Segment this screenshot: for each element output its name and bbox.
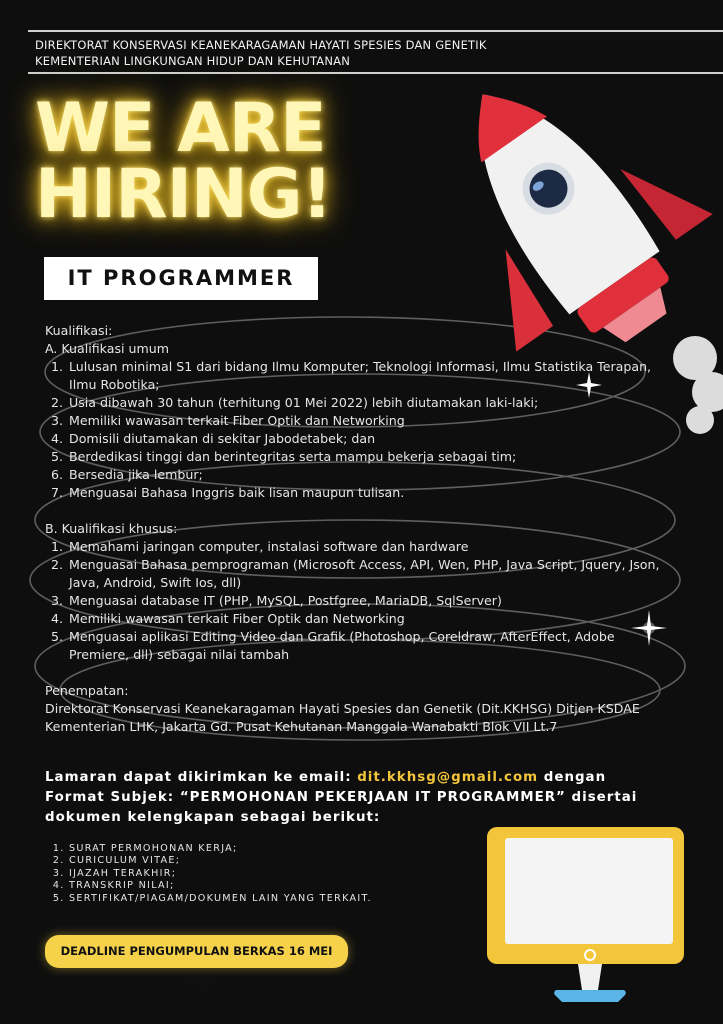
list-item: 2. CURICULUM VITAE;	[69, 855, 372, 867]
application-instructions	[45, 768, 665, 828]
list-item: 4. TRANSKRIP NILAI;	[69, 880, 372, 892]
special-qualifications-list	[45, 538, 665, 664]
list-item: 4. Memiliki wawasan terkait Fiber Optik dan Networking	[67, 610, 665, 628]
documents-list	[45, 843, 372, 905]
position-title: IT PROGRAMMER	[44, 257, 318, 300]
application-text-end: dengan Format Subjek: “PERMOHONAN PEKERJAAN IT PROGRAMMER” disertai dokumen kelengkapan sebagai berikut:	[45, 770, 638, 825]
application-text-start: Lamaran dapat dikirimkan ke email:	[45, 770, 358, 785]
headline-line-2: HIRING!	[35, 155, 332, 234]
placement-line-1: Direktorat Konservasi Keanekaragaman Hayati Spesies dan Genetik (Dit.KKHSG) Ditjen KSDAE	[45, 701, 640, 716]
hiring-headline	[35, 89, 332, 234]
list-item: 3. Menguasai database IT (PHP, MySQL, Postfgree, MariaDB, SqlServer)	[67, 592, 665, 610]
top-rule	[28, 30, 723, 32]
headline-line-1: WE ARE	[35, 89, 326, 168]
list-item: 4. Domisili diutamakan di sekitar Jabodetabek; dan	[67, 430, 665, 448]
list-item: 2. Menguasai Bahasa pemprograman (Microsoft Access, API, Wen, PHP, Java Script, Jquery, Json, Java, Android, Swift Ios, dll)	[67, 556, 665, 592]
list-item: 3. IJAZAH TERAKHIR;	[69, 868, 372, 880]
list-item: 2. Usia dibawah 30 tahun (terhitung 01 Mei 2022) lebih diutamakan laki-laki;	[67, 394, 665, 412]
qualifications-section	[45, 322, 665, 736]
list-item: 1. SURAT PERMOHONAN KERJA;	[69, 843, 372, 855]
rocket-smoke	[673, 336, 723, 434]
list-item: 1. Memahami jaringan computer, instalasi software dan hardware	[67, 538, 665, 556]
general-qualifications-title: A. Kualifikasi umum	[45, 341, 170, 356]
list-item: 7. Menguasai Bahasa Inggris baik lisan maupun tulisan.	[67, 484, 665, 502]
general-qualifications-list	[45, 358, 665, 502]
bottom-rule	[28, 72, 723, 74]
deadline-badge: DEADLINE PENGUMPULAN BERKAS 16 MEI 2022	[45, 935, 348, 968]
org-line-1: DIREKTORAT KONSERVASI KEANEKARAGAMAN HAYATI SPESIES DAN GENETIK	[35, 38, 487, 52]
monitor-icon	[487, 827, 684, 1002]
org-line-2: KEMENTERIAN LINGKUNGAN HIDUP DAN KEHUTANAN	[35, 54, 351, 68]
placement-line-2: Kementerian LHK, Jakarta Gd. Pusat Kehutanan Manggala Wanabakti Blok VII Lt.7	[45, 719, 558, 734]
contact-email-link[interactable]: dit.kkhsg@gmail.com	[357, 770, 539, 785]
list-item: 3. Memiliki wawasan terkait Fiber Optik dan Networking	[67, 412, 665, 430]
special-qualifications-title: B. Kualifikasi khusus:	[45, 521, 178, 536]
list-item: 5. Berdedikasi tinggi dan berintegritas serta mampu bekerja sebagai tim;	[67, 448, 665, 466]
placement-heading: Penempatan:	[45, 683, 129, 698]
list-item: 5. SERTIFIKAT/PIAGAM/DOKUMEN LAIN YANG TERKAIT.	[69, 893, 372, 905]
list-item: 5. Menguasai aplikasi Editing Video dan Grafik (Photoshop, Coreldraw, AfterEffect, Adobe Premiere, dll) sebagai nilai tambah	[67, 628, 665, 664]
list-item: 6. Bersedia jika lembur;	[67, 466, 665, 484]
required-documents	[45, 843, 372, 905]
organization-header	[35, 37, 487, 69]
list-item: 1. Lulusan minimal S1 dari bidang Ilmu Komputer; Teknologi Informasi, Ilmu Statistika Terapan, Ilmu Robotika;	[67, 358, 665, 394]
qualifications-heading: Kualifikasi:	[45, 323, 113, 338]
